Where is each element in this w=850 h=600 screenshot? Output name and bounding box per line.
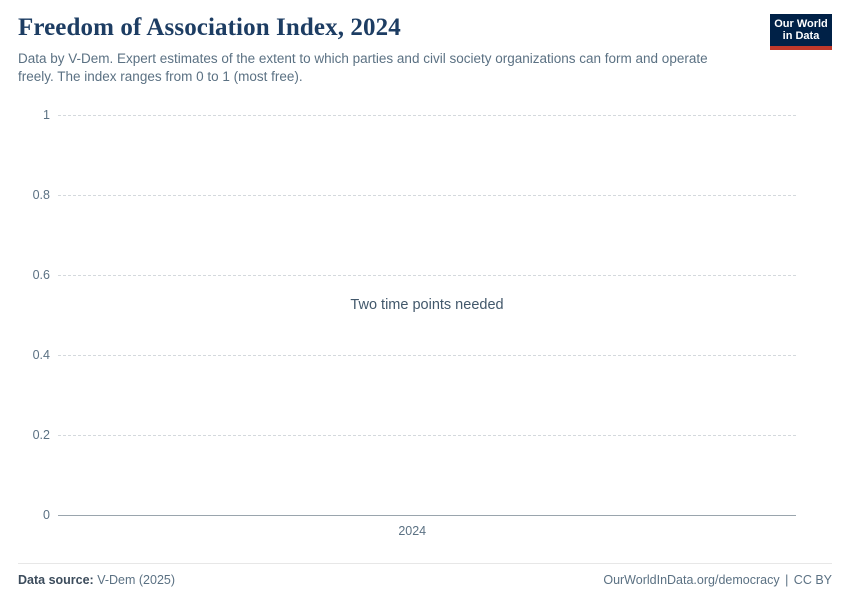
chart-area (18, 105, 832, 557)
no-data-message: Two time points needed (350, 297, 504, 313)
data-source (18, 573, 175, 587)
footer-separator: | (785, 573, 789, 587)
gridline-0 (58, 515, 796, 516)
data-source-label: Data source: (18, 573, 94, 587)
page-title: Freedom of Association Index, 2024 (18, 14, 401, 41)
y-axis-tick-0: 0 (43, 508, 50, 522)
footer-links (603, 573, 832, 587)
logo-line-2: in Data (782, 29, 820, 42)
chart-header (18, 14, 832, 87)
chart-footer (18, 563, 832, 587)
y-axis-tick-0-2: 0.2 (32, 428, 50, 442)
x-axis-tick-2024: 2024 (398, 524, 427, 538)
logo-line-1: Our World (774, 17, 828, 30)
site-link[interactable]: OurWorldInData.org/democracy (603, 573, 780, 587)
data-source-value: V-Dem (2025) (97, 573, 176, 587)
license-link[interactable]: CC BY (793, 573, 832, 587)
y-axis-tick-0-6: 0.6 (32, 268, 50, 282)
gridline-1 (58, 115, 796, 116)
y-axis-tick-0-4: 0.4 (32, 348, 50, 362)
gridline-0-6 (58, 275, 796, 276)
y-axis-tick-1: 1 (43, 108, 50, 122)
our-world-in-data-logo[interactable] (770, 14, 832, 50)
chart-subtitle: Data by V-Dem. Expert estimates of the extent to which parties and civil society organizations can form and operate freely. The index ranges from 0 to 1 (most free). (18, 50, 708, 85)
gridline-0-2 (58, 435, 796, 436)
gridline-0-4 (58, 355, 796, 356)
plot-region (32, 108, 796, 538)
gridline-0-8 (58, 195, 796, 196)
y-axis-tick-0-8: 0.8 (32, 188, 50, 202)
